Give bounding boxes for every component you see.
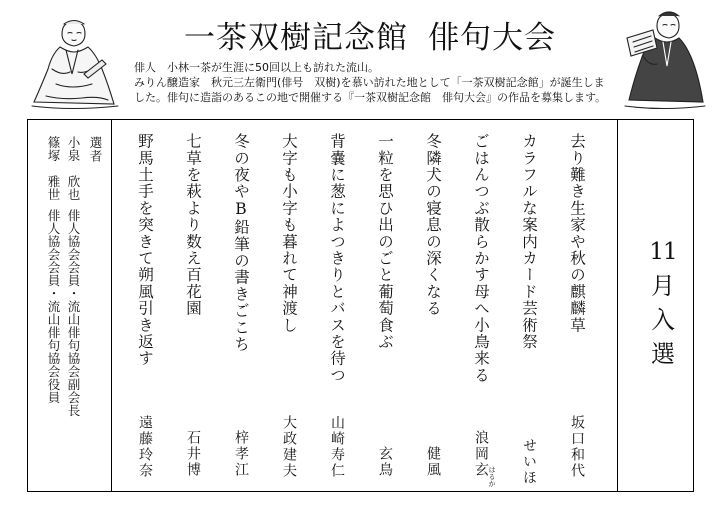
haiku-author: 遠藤玲奈 — [137, 415, 153, 479]
haiku-text: 冬の夜やB鉛筆の書きごこち — [232, 133, 250, 353]
selection-month-number: 11 — [649, 239, 677, 265]
haiku-author: 大政建夫 — [281, 415, 297, 479]
haiku-author: 玄鳥 — [377, 446, 393, 478]
haiku-author: 浪岡玄 — [473, 430, 489, 478]
selection-label — [638, 235, 688, 371]
judges-title: 選者 — [88, 136, 103, 163]
haiku-author: 健風 — [425, 446, 441, 478]
author-ruby: はるか — [488, 466, 496, 487]
haiku-text: 冬隣犬の寝息の深くなる — [424, 133, 442, 317]
intro-line: 俳人 小林一茶が生涯に50回以上も訪れた流山。 — [134, 61, 379, 74]
haiku-text: 大字も小字も暮れて神渡し — [280, 133, 298, 334]
intro-text — [134, 60, 607, 105]
column-divider — [111, 120, 112, 491]
judge-entry — [64, 136, 82, 417]
haiku-author: 石井博 — [185, 430, 201, 478]
haiku-board — [27, 119, 694, 492]
title-main: 一茶双樹記念館 — [184, 20, 408, 56]
judge-entry — [44, 136, 62, 404]
selection-label-char: 入 — [651, 306, 675, 334]
selection-label-char: 選 — [651, 340, 675, 368]
soju-portrait-illustration — [607, 8, 709, 112]
title-sub: 俳句大会 — [428, 20, 556, 56]
judge-name: 篠塚 雅世 — [46, 136, 61, 201]
intro-line: した。俳句に造詣のあるこの地で開催する『一茶双樹記念館 俳句大会』の作品を募集します。 — [134, 91, 607, 104]
haiku-author: 坂口和代 — [569, 415, 585, 479]
haiku-author: せいほ — [521, 438, 537, 486]
judge-role: 俳人協会会員・流山俳句協会役員 — [46, 209, 61, 404]
haiku-text: ごはんつぶ散らかす母へ小鳥来る — [472, 133, 490, 384]
haiku-author: 山崎寿仁 — [329, 415, 345, 479]
haiku-text: カラフルな案内カード芸術祭 — [520, 133, 538, 351]
judge-role: 俳人協会会員・流山俳句協会副会長 — [66, 209, 81, 417]
haiku-text: 一粒を思ひ出のごと葡萄食ぶ — [376, 133, 394, 351]
haiku-text: 去り難き生家や秋の麒麟草 — [568, 133, 586, 334]
issa-portrait-illustration — [22, 14, 124, 114]
haiku-text: 背嚢に葱によつきりとバスを待つ — [328, 133, 346, 384]
judge-name: 小泉 欣也 — [66, 136, 81, 201]
haiku-author: 梓孝江 — [233, 430, 249, 478]
column-divider — [617, 120, 618, 491]
haiku-text: 七草を萩より数え百花園 — [184, 133, 202, 317]
selection-month-char: 月 — [651, 272, 675, 300]
haiku-text: 野馬土手を突きて朔風引き返す — [136, 133, 154, 367]
page-title — [150, 12, 590, 57]
intro-line: みりん醸造家 秋元三左衛門(俳号 双樹)を慕い訪れた地として「一茶双樹記念館」が誕生しま — [134, 76, 605, 89]
